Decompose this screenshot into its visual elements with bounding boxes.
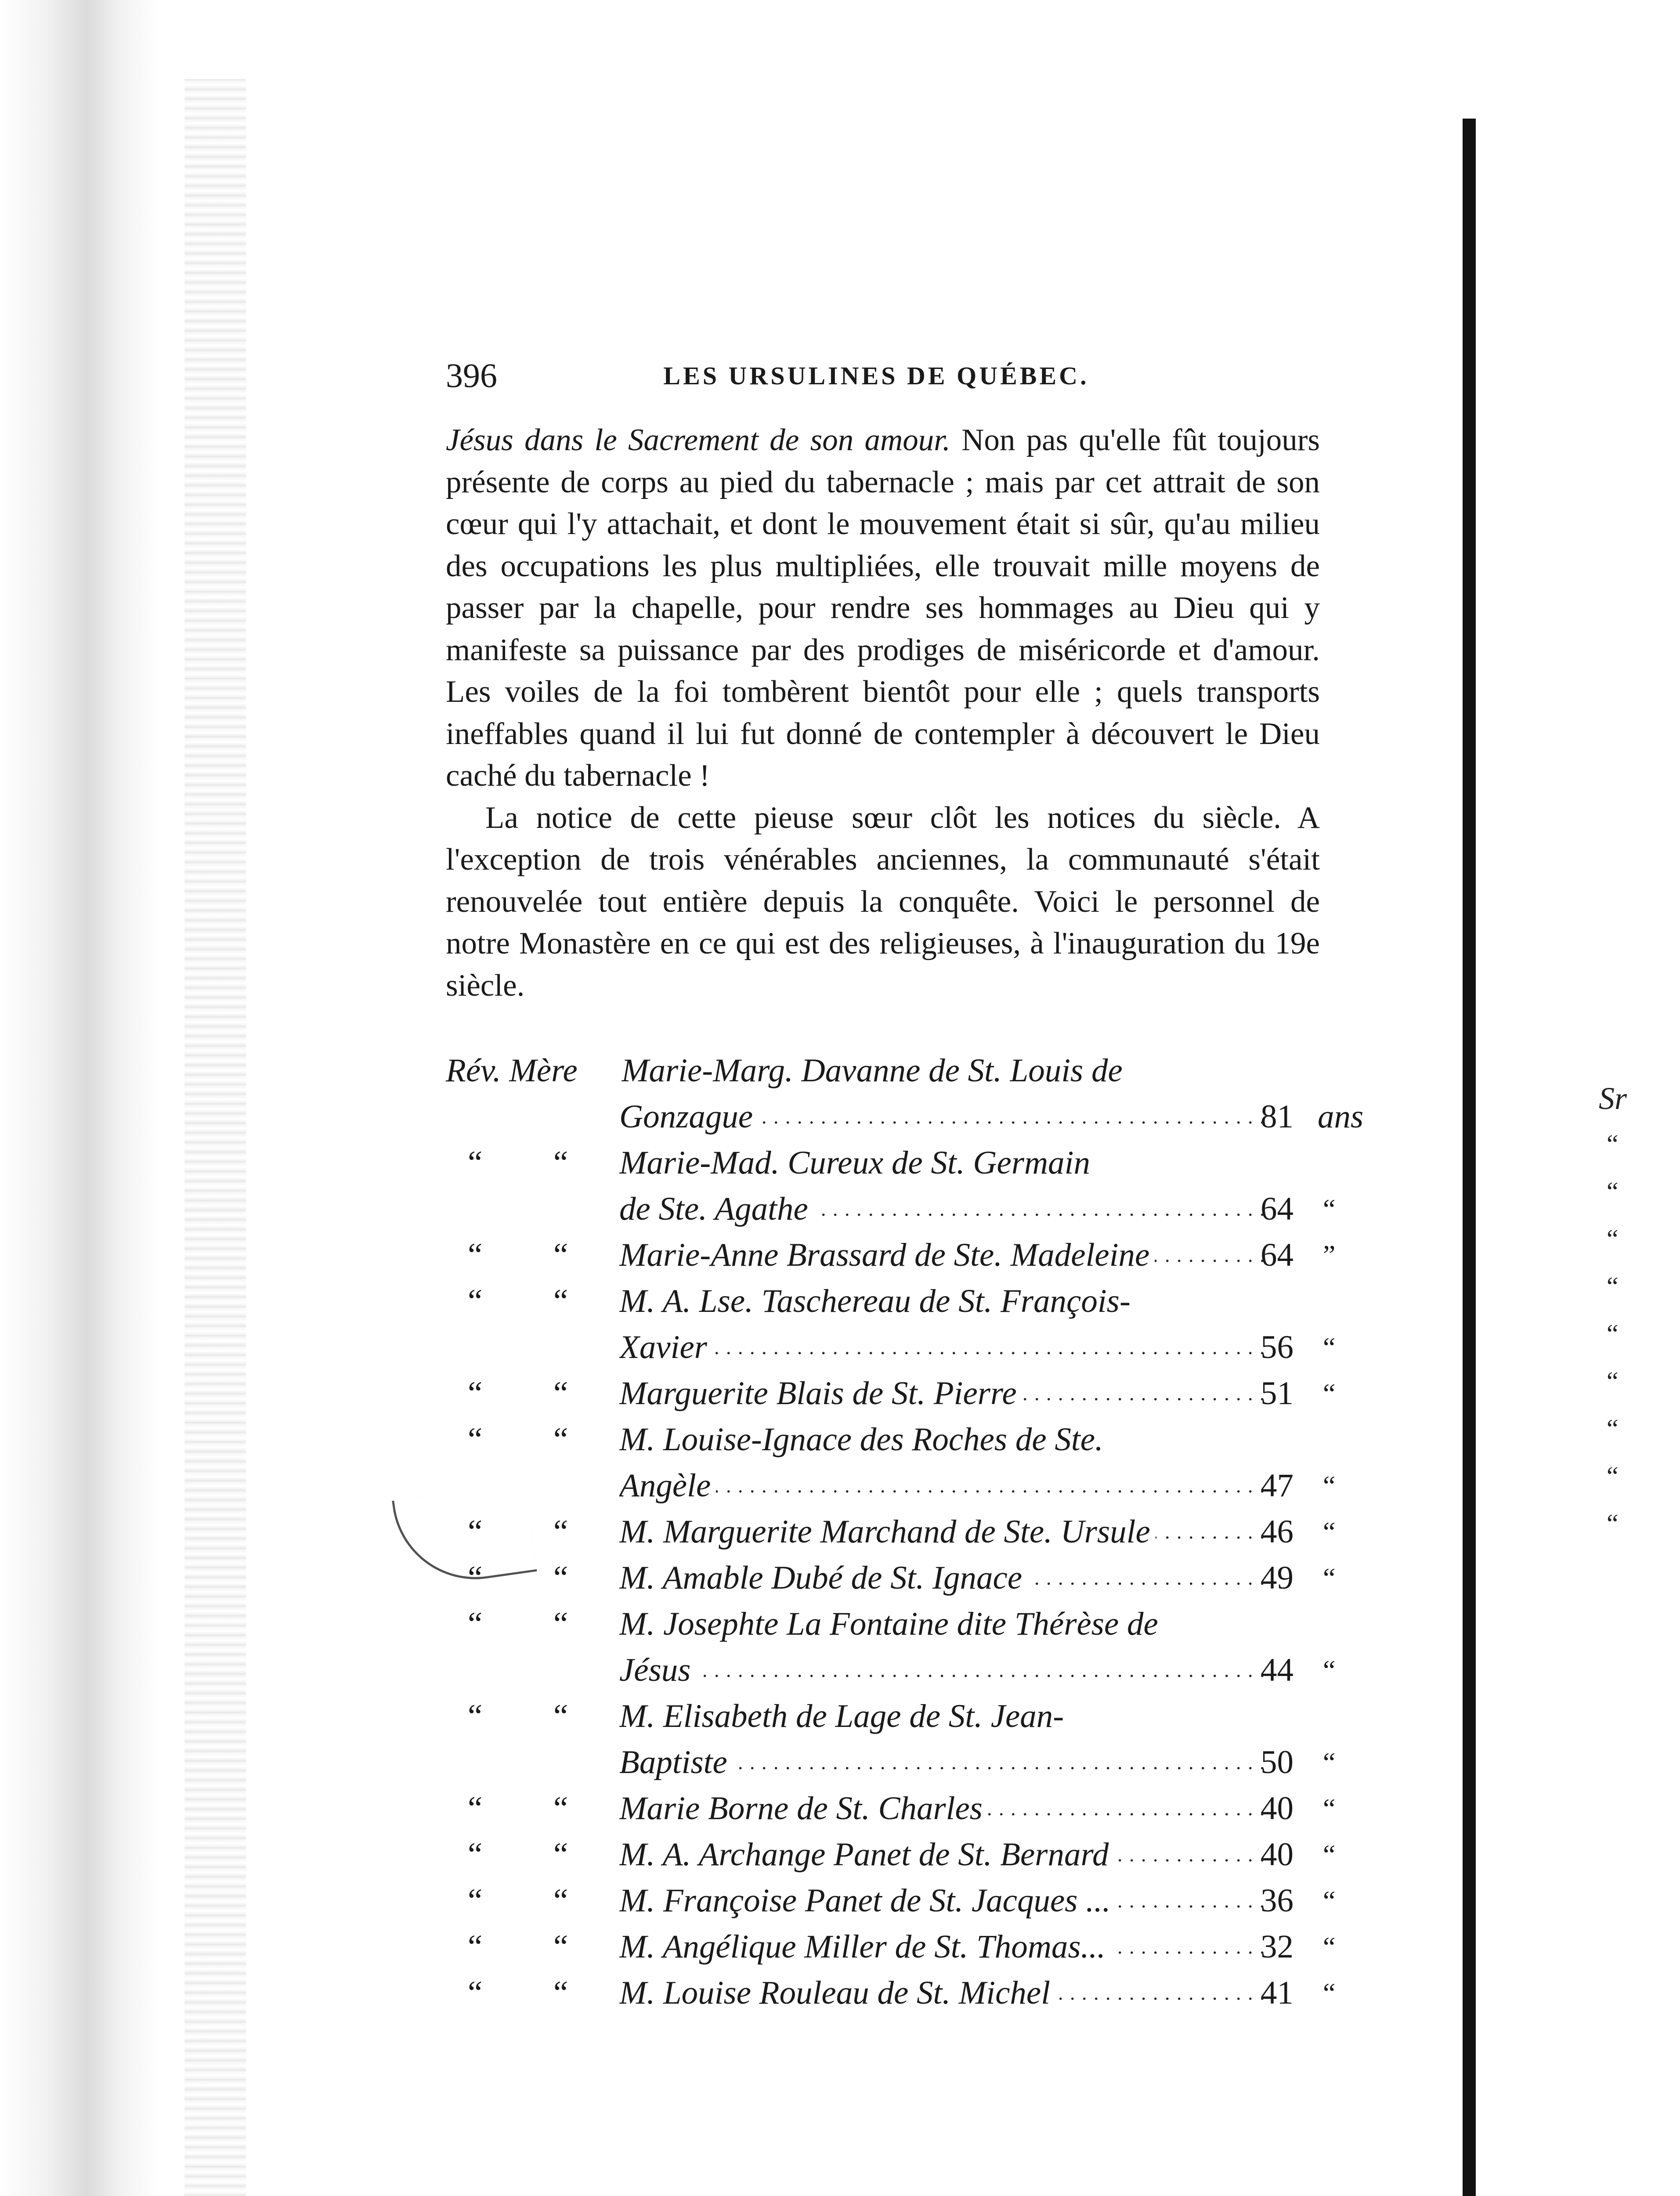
religious-name [619, 1601, 1269, 1647]
ditto-mark: “ [468, 1560, 483, 1596]
ditto-mark: “ [468, 1975, 483, 2011]
religious-name-text: M. Marguerite Marchand de Ste. Ursule [619, 1513, 1156, 1550]
ditto-mark: “ [468, 1283, 483, 1319]
ditto-mark: “ [553, 1975, 568, 2011]
age-value: 40 [1261, 1790, 1293, 1827]
age-value: 44 [1261, 1652, 1293, 1688]
religious-name-text: M. Louise-Ignace des Roches de Ste. [619, 1421, 1109, 1458]
facing-page-mark: “ [1607, 1130, 1619, 1159]
ditto-mark: “ [553, 1421, 568, 1458]
roster-entry-continuation [446, 1647, 1336, 1693]
roster-entry [446, 1509, 1336, 1555]
roster-entry-continuation [446, 1739, 1336, 1785]
religious-name [619, 1416, 1269, 1463]
religious-name [619, 1693, 1269, 1739]
roster-entry [446, 1878, 1336, 1924]
age-value: 56 [1261, 1329, 1293, 1365]
ditto-mark: “ [468, 1606, 483, 1642]
religious-name-text: Baptiste [619, 1744, 733, 1781]
ditto-mark: “ [468, 1929, 483, 1965]
binding-shadow [0, 0, 158, 2196]
roster-entry [446, 1924, 1336, 1970]
facing-page-mark: “ [1607, 1177, 1619, 1206]
ditto-mark: “ [553, 1283, 568, 1319]
paragraph-1-text: Non pas qu'elle fût toujours présente de corps au pied du tabernacle ; mais par cet attrait de son cœur qui l'y attachait, et dont le mouvement était si sûr, qu'au milieu des occupations les plus multipliées, elle trouvait mille moyens de passer par la chapelle, pour rendre ses hommages au Dieu qui y manifeste sa puissance par des prodiges de miséricorde et d'amour. Les voiles de la foi tombèrent bientôt pour elle ; quels transports ineffables quand il lui fut donné de contempler à découvert le Dieu caché du tabernacle ! [446, 423, 1320, 793]
ditto-mark: “ [553, 1513, 568, 1550]
ditto-mark: “ [553, 1606, 568, 1642]
facing-page-mark: “ [1607, 1462, 1619, 1491]
religious-name-text: M. Angélique Miller de St. Thomas... [619, 1929, 1111, 1965]
age-unit: “ [1323, 1332, 1336, 1363]
age-unit: “ [1323, 1885, 1336, 1916]
religious-name [619, 1370, 1269, 1416]
religious-name [619, 1970, 1269, 2016]
age-value: 46 [1261, 1513, 1293, 1550]
ditto-mark: “ [553, 1929, 568, 1965]
roster-entry [446, 1232, 1336, 1278]
roster-entry [446, 1278, 1333, 1324]
age-value: 47 [1261, 1467, 1293, 1504]
ditto-mark: “ [553, 1237, 568, 1273]
ditto-mark: “ [468, 1790, 483, 1827]
age-value: 64 [1261, 1191, 1293, 1227]
religious-name-text: Gonzague [619, 1098, 758, 1135]
religious-name-continued [619, 1186, 1269, 1232]
paragraph-2: La notice de cette pieuse sœur clôt les notices du siècle. A l'exception de trois vénérables anciennes, la communauté s'était renouvelée tout entière depuis la conquête. Voici le personnel de notre Monastère en ce qui est des religieuses, à l'inauguration du 19e siècle. [446, 800, 1320, 1003]
roster-entry-continuation [446, 1324, 1336, 1370]
roster-entry [446, 1693, 1333, 1739]
ditto-mark: “ [553, 1145, 568, 1181]
age-unit: “ [1323, 1562, 1336, 1593]
ditto-mark: “ [553, 1698, 568, 1734]
roster-entry-continuation [446, 1186, 1336, 1232]
age-unit: “ [1323, 1931, 1336, 1962]
running-title: LES URSULINES DE QUÉBEC. [663, 361, 1089, 390]
age-value: 36 [1261, 1882, 1293, 1919]
facing-page-mark: “ [1607, 1319, 1619, 1348]
ditto-mark: “ [468, 1145, 483, 1181]
facing-page-margin [1599, 1080, 1669, 1547]
ditto-mark: “ [468, 1375, 483, 1412]
page-number: 396 [446, 356, 497, 394]
roster-entry [446, 1970, 1336, 2016]
age-value: 32 [1261, 1929, 1293, 1965]
roster-entry [446, 1047, 1333, 1094]
facing-page-label: Sr [1599, 1081, 1627, 1116]
age-unit: “ [1323, 1470, 1336, 1501]
religious-name [619, 1278, 1269, 1324]
roster-entry [446, 1831, 1336, 1878]
title-prefix: Rév. Mère [446, 1052, 578, 1089]
religious-name [619, 1878, 1269, 1924]
religious-name [619, 1509, 1269, 1555]
roster-entry [446, 1601, 1333, 1647]
religious-name-continued [619, 1647, 1269, 1693]
ditto-mark: “ [553, 1882, 568, 1919]
ditto-mark: “ [468, 1421, 483, 1458]
age-unit: “ [1323, 1839, 1336, 1870]
age-unit: “ [1323, 1977, 1336, 2008]
religious-name-text: Marie-Mad. Cureux de St. Germain [619, 1145, 1095, 1181]
religious-name-text: M. Louise Rouleau de St. Michel [619, 1975, 1055, 2011]
facing-page-mark: “ [1607, 1509, 1619, 1538]
religious-name-text: Marie-Marg. Davanne de St. Louis de [621, 1052, 1128, 1089]
ditto-mark: “ [468, 1698, 483, 1734]
religious-name [619, 1785, 1269, 1831]
religious-name-text: Angèle [619, 1467, 716, 1504]
religious-name-text: Jésus [619, 1652, 696, 1688]
paragraph-1 [446, 419, 1320, 797]
religious-name-continued [619, 1324, 1269, 1370]
religious-name-text: M. Françoise Panet de St. Jacques ... [619, 1882, 1116, 1919]
age-unit: ” [1323, 1239, 1336, 1271]
body-text [446, 419, 1320, 1007]
ditto-mark: “ [468, 1836, 483, 1873]
age-unit: ans [1318, 1098, 1364, 1135]
ditto-mark: “ [468, 1882, 483, 1919]
religious-name-text: M. Amable Dubé de St. Ignace [619, 1560, 1027, 1596]
age-unit: “ [1323, 1516, 1336, 1547]
roster-entry [446, 1140, 1333, 1186]
ditto-mark: “ [468, 1237, 483, 1273]
italic-opening: Jésus dans le Sacrement de son amour. [446, 423, 950, 457]
religious-name-continued [619, 1739, 1269, 1785]
binding-speckle [184, 79, 246, 2196]
facing-page-mark: “ [1607, 1414, 1619, 1443]
facing-page-mark: “ [1607, 1224, 1619, 1253]
religious-name-text: M. Elisabeth de Lage de St. Jean- [619, 1698, 1069, 1734]
religious-name-text: Marguerite Blais de St. Pierre [619, 1375, 1022, 1412]
age-value: 51 [1261, 1375, 1293, 1412]
age-unit: “ [1323, 1654, 1336, 1686]
roster-entry-continuation [446, 1463, 1336, 1509]
religious-name [619, 1924, 1269, 1970]
age-value: 50 [1261, 1744, 1293, 1781]
ditto-mark: “ [468, 1513, 483, 1550]
religious-name-text: M. A. Archange Panet de St. Bernard [619, 1836, 1114, 1873]
age-unit: “ [1323, 1747, 1336, 1778]
religious-name [619, 1831, 1269, 1878]
religious-name-continued [619, 1094, 1269, 1140]
religious-name [619, 1555, 1269, 1601]
roster-entry-continuation [446, 1094, 1364, 1140]
religious-name-text: de Ste. Agathe [619, 1191, 813, 1227]
religious-name-text: M. Josephte La Fontaine dite Thérèse de [619, 1606, 1163, 1642]
roster-entry [446, 1555, 1336, 1601]
religious-name [621, 1047, 1272, 1094]
age-value: 64 [1261, 1237, 1293, 1273]
facing-page-mark: “ [1607, 1367, 1619, 1396]
religious-name [619, 1232, 1269, 1278]
age-unit: “ [1323, 1793, 1336, 1824]
age-unit: “ [1323, 1193, 1336, 1224]
religious-name-continued [619, 1463, 1269, 1509]
age-unit: “ [1323, 1378, 1336, 1409]
age-value: 40 [1261, 1836, 1293, 1873]
age-value: 41 [1261, 1975, 1293, 2011]
ditto-mark: “ [553, 1836, 568, 1873]
roster [446, 1047, 1364, 2016]
religious-name-text: Marie-Anne Brassard de Ste. Madeleine [619, 1237, 1155, 1273]
religious-name-text: Marie Borne de St. Charles [619, 1790, 988, 1827]
gutter-rule [1463, 119, 1476, 2196]
religious-name [619, 1140, 1269, 1186]
religious-name-text: Xavier [619, 1329, 712, 1365]
roster-entry [446, 1416, 1333, 1463]
roster-entry [446, 1785, 1336, 1831]
ditto-mark: “ [553, 1560, 568, 1596]
age-value: 81 [1261, 1098, 1293, 1135]
roster-entry [446, 1370, 1336, 1416]
page-header [446, 351, 1267, 400]
ditto-mark: “ [553, 1790, 568, 1827]
ditto-mark: “ [553, 1375, 568, 1412]
religious-name-text: M. A. Lse. Taschereau de St. François- [619, 1283, 1136, 1319]
age-value: 49 [1261, 1560, 1293, 1596]
facing-page-mark: “ [1607, 1272, 1619, 1301]
